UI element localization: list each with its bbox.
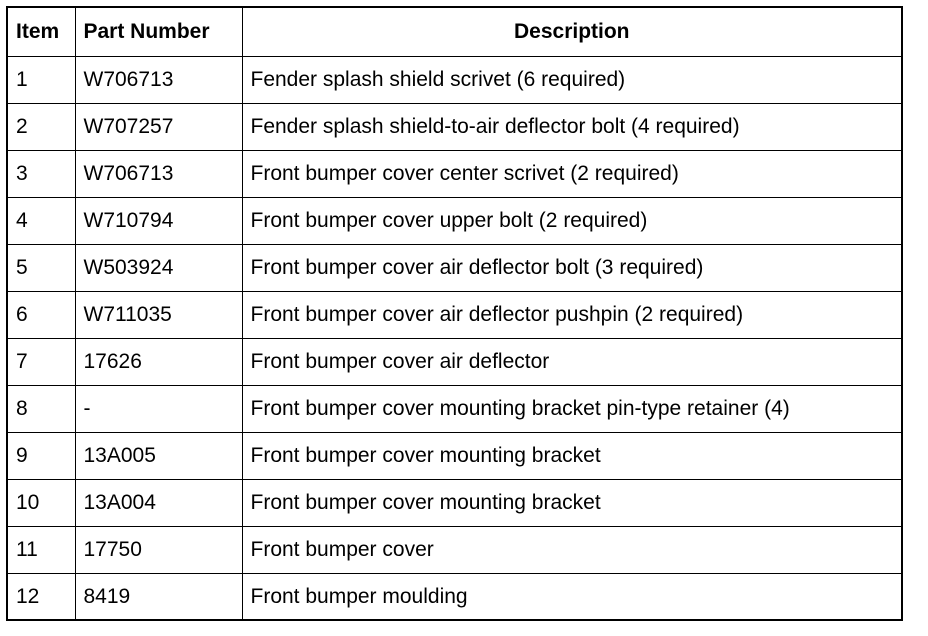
cell-part-number: 17626 [75,338,242,385]
cell-part-number: 17750 [75,526,242,573]
cell-item: 2 [7,103,75,150]
header-item: Item [7,7,75,56]
cell-part-number: W706713 [75,150,242,197]
header-description: Description [242,7,902,56]
cell-description: Front bumper cover mounting bracket [242,432,902,479]
cell-part-number: 8419 [75,573,242,620]
cell-part-number: W710794 [75,197,242,244]
table-row [7,291,902,338]
cell-part-number: - [75,385,242,432]
cell-item: 10 [7,479,75,526]
header-part-number: Part Number [75,7,242,56]
cell-description: Front bumper cover air deflector [242,338,902,385]
cell-part-number: W707257 [75,103,242,150]
cell-item: 1 [7,56,75,103]
cell-item: 9 [7,432,75,479]
cell-item: 3 [7,150,75,197]
table-row [7,338,902,385]
cell-description: Fender splash shield scrivet (6 required) [242,56,902,103]
table-row [7,479,902,526]
cell-description: Front bumper cover center scrivet (2 required) [242,150,902,197]
table-row [7,385,902,432]
cell-description: Front bumper moulding [242,573,902,620]
cell-item: 12 [7,573,75,620]
cell-description: Fender splash shield-to-air deflector bolt (4 required) [242,103,902,150]
cell-part-number: W711035 [75,291,242,338]
table-row [7,56,902,103]
cell-part-number: W503924 [75,244,242,291]
table-row [7,244,902,291]
table-row [7,197,902,244]
cell-item: 5 [7,244,75,291]
cell-item: 6 [7,291,75,338]
cell-item: 11 [7,526,75,573]
table-header [7,7,902,56]
cell-item: 7 [7,338,75,385]
cell-description: Front bumper cover mounting bracket pin-type retainer (4) [242,385,902,432]
cell-part-number: 13A004 [75,479,242,526]
table-row [7,432,902,479]
cell-description: Front bumper cover mounting bracket [242,479,902,526]
cell-part-number: 13A005 [75,432,242,479]
cell-description: Front bumper cover air deflector bolt (3 required) [242,244,902,291]
table-row [7,526,902,573]
table-row [7,150,902,197]
cell-description: Front bumper cover air deflector pushpin (2 required) [242,291,902,338]
table-row [7,573,902,620]
cell-part-number: W706713 [75,56,242,103]
table-body [7,56,902,620]
cell-item: 8 [7,385,75,432]
cell-item: 4 [7,197,75,244]
parts-table [6,6,903,621]
cell-description: Front bumper cover [242,526,902,573]
cell-description: Front bumper cover upper bolt (2 required) [242,197,902,244]
header-row [7,7,902,56]
table-row [7,103,902,150]
